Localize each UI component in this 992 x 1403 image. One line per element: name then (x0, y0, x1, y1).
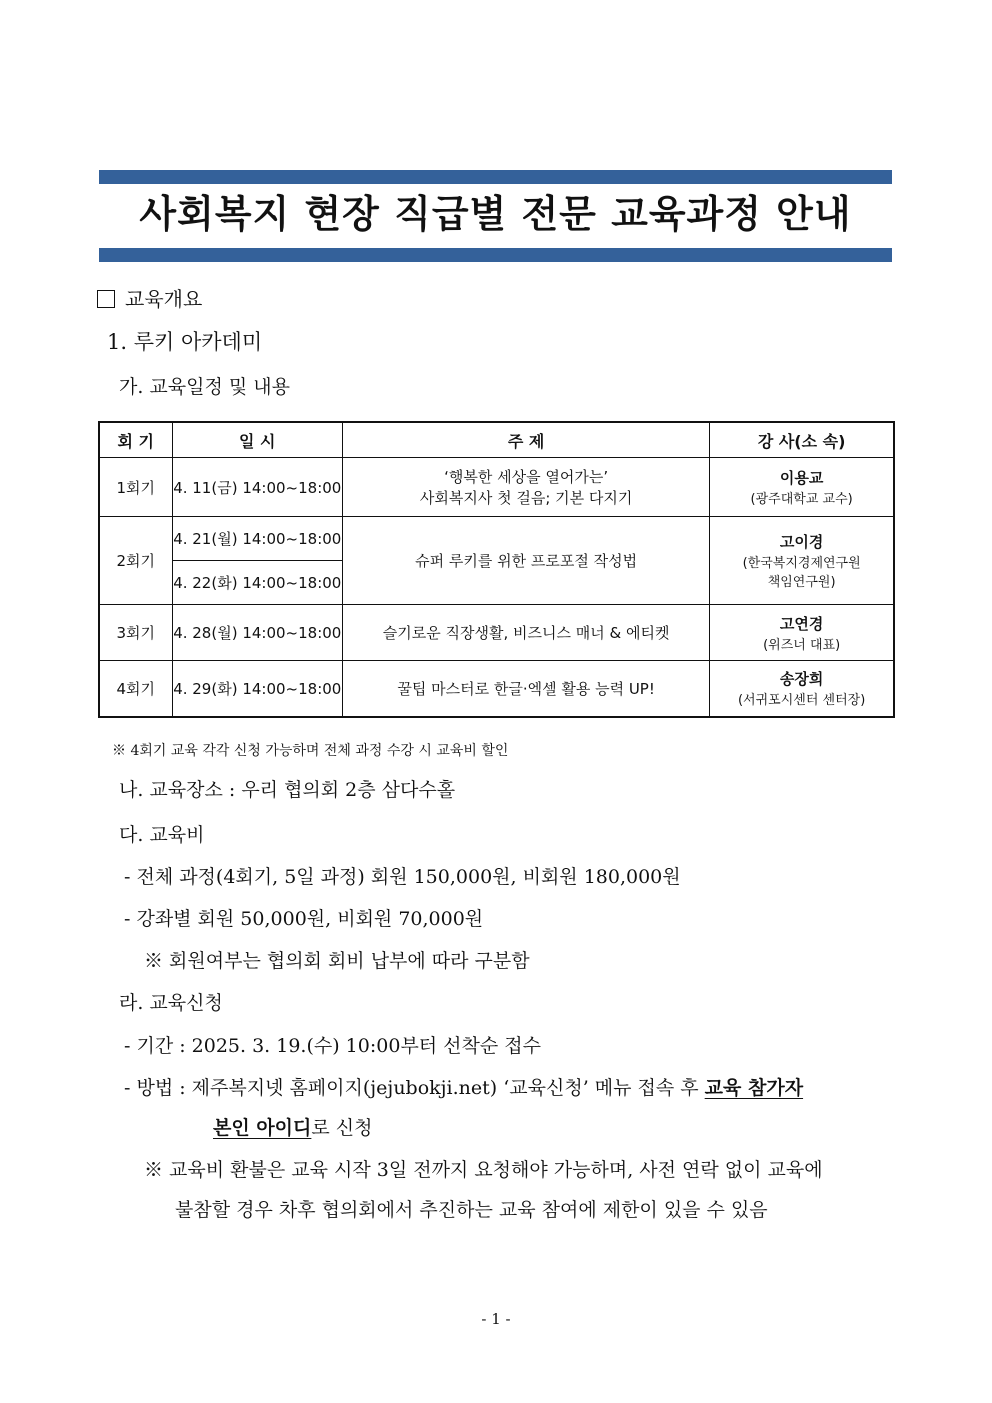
apply-method-text: 로 신청 (311, 1117, 373, 1139)
topic-line: ‘행복한 세상을 열어가는’ (444, 468, 609, 486)
table-row (99, 605, 894, 661)
topic-cell (342, 458, 709, 517)
topic-cell: 꿀팁 마스터로 한글·엑셀 활용 능력 UP! (342, 661, 709, 717)
table-header-row (99, 422, 894, 458)
lecturer-affiliation: (광주대학교 교수) (750, 492, 853, 507)
lecturer-affiliation: (위즈너 대표) (763, 637, 841, 653)
table-row (99, 661, 894, 717)
heading-rookie-academy: 1. 루키 아카데미 (107, 330, 263, 354)
datetime-cell: 4. 22(화) 14:00~18:00 (172, 561, 342, 605)
apply-period: - 기간 : 2025. 3. 19.(수) 10:00부터 선착순 접수 (124, 1035, 541, 1057)
lecturer-affiliation: 책임연구원) (767, 575, 836, 590)
header-lecturer: 강 사(소 속) (710, 422, 894, 458)
refund-note: ※ 교육비 환불은 교육 시작 3일 전까지 요청해야 가능하며, 사전 연락 없이 교육에 (144, 1159, 823, 1181)
apply-method-emphasis: 본인 아이디 (213, 1117, 312, 1139)
lecturer-name: 송장희 (779, 670, 824, 689)
topic-line: 사회복지사 첫 걸음; 기본 다지기 (419, 489, 633, 507)
schedule-table (98, 421, 895, 718)
lecturer-cell (710, 661, 894, 717)
session-cell: 1회기 (99, 458, 172, 517)
lecturer-name: 고연경 (779, 614, 824, 633)
header-datetime: 일 시 (172, 422, 342, 458)
discount-note: ※ 4회기 교육 각각 신청 가능하며 전체 과정 수강 시 교육비 할인 (112, 743, 509, 759)
datetime-cell: 4. 28(월) 14:00~18:00 (172, 605, 342, 661)
lecturer-name: 고이경 (779, 533, 824, 551)
datetime-cell: 4. 29(화) 14:00~18:00 (172, 661, 342, 717)
refund-note-cont: 불참할 경우 차후 협의회에서 추진하는 교육 참여에 제한이 있을 수 있음 (175, 1199, 768, 1221)
page-number: - 1 - (481, 1310, 511, 1328)
datetime-cell: 4. 11(금) 14:00~18:00 (172, 458, 342, 517)
lecturer-affiliation: (서귀포시센터 센터장) (737, 693, 866, 709)
session-cell: 3회기 (99, 605, 172, 661)
lecturer-affiliation: (한국복지경제연구원 (742, 556, 861, 571)
fee-heading: 다. 교육비 (119, 824, 205, 846)
header-topic: 주 제 (342, 422, 709, 458)
table-row (99, 517, 894, 561)
page-title: 사회복지 현장 직급별 전문 교육과정 안내 (139, 192, 852, 236)
lecturer-cell (710, 605, 894, 661)
heading-schedule: 가. 교육일정 및 내용 (119, 376, 290, 398)
datetime-cell: 4. 21(월) 14:00~18:00 (172, 517, 342, 561)
section-heading (97, 283, 202, 312)
session-cell: 2회기 (99, 517, 172, 605)
lecturer-cell (710, 458, 894, 517)
checkbox-square-icon (97, 290, 115, 308)
lecturer-name: 이용교 (779, 469, 824, 487)
apply-method (124, 1073, 803, 1100)
apply-method-text: - 방법 : 제주복지넷 홈페이지(jejubokji.net) ‘교육신청’ 메뉴 접속 후 (124, 1077, 705, 1099)
section-label: 교육개요 (125, 287, 203, 311)
lecturer-cell (710, 517, 894, 605)
header-session: 회 기 (99, 422, 172, 458)
fee-per-lecture: - 강좌별 회원 50,000원, 비회원 70,000원 (124, 908, 484, 930)
session-cell: 4회기 (99, 661, 172, 717)
topic-cell: 슬기로운 직장생활, 비즈니스 매너 & 에티켓 (342, 605, 709, 661)
topic-cell: 슈퍼 루키를 위한 프로포절 작성법 (342, 517, 709, 605)
title-top-bar (99, 170, 892, 184)
table-row (99, 458, 894, 517)
membership-note: ※ 회원여부는 협의회 회비 납부에 따라 구분함 (144, 950, 530, 972)
title-bottom-bar (99, 248, 892, 262)
apply-method-cont (213, 1113, 373, 1140)
apply-heading: 라. 교육신청 (119, 992, 223, 1014)
fee-full-course: - 전체 과정(4회기, 5일 과정) 회원 150,000원, 비회원 180,000원 (124, 866, 681, 888)
venue-line: 나. 교육장소 : 우리 협의회 2층 삼다수홀 (119, 779, 456, 801)
apply-method-emphasis: 교육 참가자 (704, 1077, 804, 1099)
